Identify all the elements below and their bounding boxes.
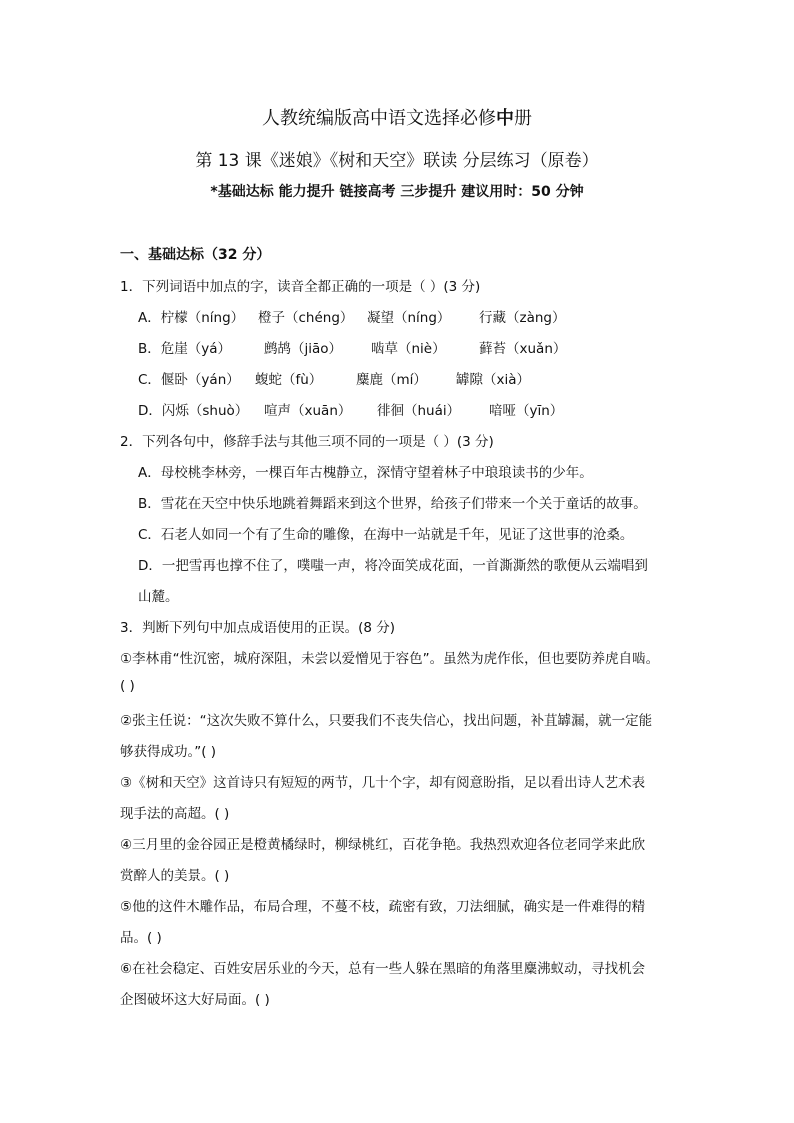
- option-cell: 啮草（niè）: [371, 341, 446, 357]
- q3-item-2-line2: 够获得成功。”( ): [120, 744, 217, 760]
- option-cell: C．偃卧（yán）: [138, 372, 240, 388]
- option-cell: 蝮蛇（fù）: [255, 372, 323, 388]
- section-heading: 一、基础达标（32 分）: [120, 247, 271, 263]
- title-bold-char: 中: [496, 108, 514, 129]
- option-cell: 鹧鸪（jiāo）: [264, 341, 343, 357]
- question-1-stem: 1．下列词语中加点的字，读音全都正确的一项是（ ）(3 分): [120, 279, 481, 295]
- option-cell: 罅隙（xià）: [456, 372, 531, 388]
- document-title: [0, 104, 794, 130]
- option-cell: B．危崖（yá）: [138, 341, 232, 357]
- option-cell: 麋鹿（mí）: [356, 372, 427, 388]
- q2-option-b: B．雪花在天空中快乐地跳着舞蹈来到这个世界，给孩子们带来一个关于童话的故事。: [138, 496, 647, 512]
- q2-option-d-line2: 山麓。: [138, 589, 179, 605]
- q3-item-2-line1: ②张主任说：“这次失败不算什么，只要我们不丧失信心，找出问题，补苴罅漏，就一定能: [120, 713, 653, 729]
- option-cell: 徘徊（huái）: [377, 403, 461, 419]
- q3-item-3-line2: 现手法的高超。( ): [120, 806, 230, 822]
- q3-item-6-line1: ⑥在社会稳定、百姓安居乐业的今天，总有一些人躲在黑暗的角落里麋沸蚁动，寻找机会: [120, 961, 646, 977]
- question-2-stem: 2．下列各句中，修辞手法与其他三项不同的一项是（ ）(3 分): [120, 434, 494, 450]
- option-cell: 喧声（xuān）: [264, 403, 352, 419]
- option-cell: A．柠檬（níng）: [138, 310, 245, 326]
- q3-item-4-line2: 赏醉人的美景。( ): [120, 868, 230, 884]
- option-cell: 橙子（chéng）: [258, 310, 354, 326]
- q3-item-3-line1: ③《树和天空》这首诗只有短短的两节，几十个字，却有阅意盼指，足以看出诗人艺术表: [120, 775, 646, 791]
- option-cell: 藓苔（xuǎn）: [479, 341, 567, 357]
- q2-option-a: A．母校桃李林旁，一棵百年古槐静立，深情守望着林子中琅琅读书的少年。: [138, 465, 593, 481]
- q2-option-c: C．石老人如同一个有了生命的雕像，在海中一站就是千年，见证了这世事的沧桑。: [138, 527, 634, 543]
- q3-item-1-line2: ( ): [120, 678, 135, 694]
- document-subtitle: 第 13 课《迷娘》《树和天空》联读 分层练习（原卷）: [195, 151, 599, 171]
- q3-item-6-line2: 企图破坏这大好局面。( ): [120, 992, 270, 1008]
- q2-option-d-line1: D．一把雪再也撑不住了，噗嗤一声，将冷面笑成花面，一首澌澌然的歌便从云端唱到: [138, 558, 648, 574]
- option-cell: 行藏（zàng）: [479, 310, 566, 326]
- option-cell: 喑哑（yīn）: [489, 403, 564, 419]
- question-3-stem: 3．判断下列句中加点成语使用的正误。(8 分): [120, 620, 396, 636]
- document-tagline: *基础达标 能力提升 链接高考 三步提升 建议用时：50 分钟: [210, 184, 584, 200]
- q3-item-4-line1: ④三月里的金谷园正是橙黄橘绿时，柳绿桃红，百花争艳。我热烈欢迎各位老同学来此欣: [120, 837, 646, 853]
- option-cell: D．闪烁（shuò）: [138, 403, 249, 419]
- option-cell: 凝望（níng）: [367, 310, 451, 326]
- q3-item-1-line1: ①李林甫“性沉密，城府深阻，未尝以爱憎见于容色”。虽然为虎作伥，但也要防养虎自啮。: [120, 651, 660, 667]
- q3-item-5-line1: ⑤他的这件木雕作品，布局合理，不蔓不枝，疏密有致，刀法细腻，确实是一件难得的精: [120, 899, 646, 915]
- q3-item-5-line2: 品。( ): [120, 930, 162, 946]
- title-prefix: 人教统编版高中语文选择必修: [262, 108, 496, 129]
- title-suffix: 册: [514, 108, 532, 129]
